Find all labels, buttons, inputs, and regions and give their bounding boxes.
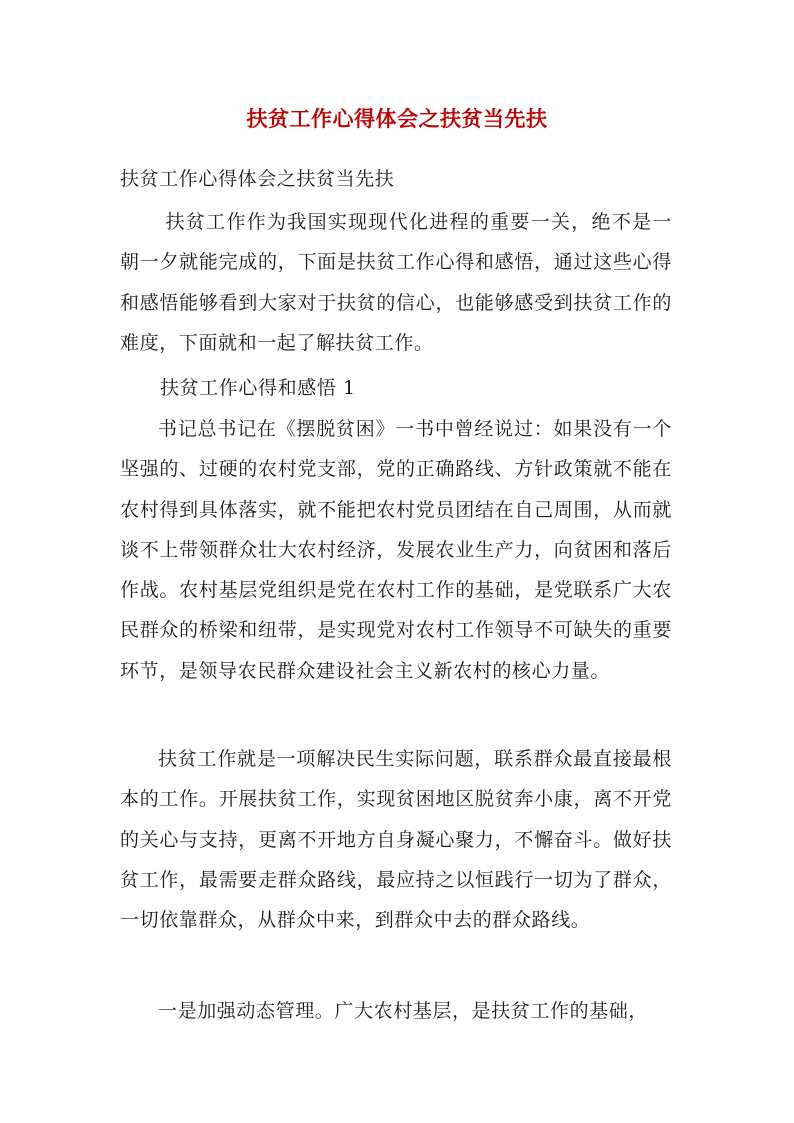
intro-paragraph: 扶贫工作作为我国实现现代化进程的重要一关，绝不是一朝一夕就能完成的，下面是扶贫工作心得和感悟，通过这些心得和感悟能够看到大家对于扶贫的信心，也能够感受到扶贫工作的难度，下面就和一起了解扶贫工作。 xyxy=(120,211,672,354)
section-heading: 扶贫工作心得和感悟 1 xyxy=(160,377,356,399)
body-paragraph-3: 一是加强动态管理。广大农村基层，是扶贫工作的基础， xyxy=(158,1000,649,1022)
body-paragraph-1: 书记总书记在《摆脱贫困》一书中曾经说过：如果没有一个坚强的、过硬的农村党支部，党的正确路线、方针政策就不能在农村得到具体落实，就不能把农村党员团结在自己周围，从而就谈不上带领群众壮大农村经济，发展农业生产力，向贫困和落后作战。农村基层党组织是党在农村工作的基础，是党联系广大农民群众的桥梁和纽带，是实现党对农村工作领导不可缺失的重要环节，是领导农民群众建设社会主义新农村的核心力量。 xyxy=(120,418,672,682)
body-paragraph-2: 扶贫工作就是一项解决民生实际问题，联系群众最直接最根本的工作。开展扶贫工作，实现贫困地区脱贫奔小康，离不开党的关心与支持，更离不开地方自身凝心聚力，不懈奋斗。做好扶贫工作，最需要走群众路线，最应持之以恒践行一切为了群众，一切依靠群众，从群众中来，到群众中去的群众路线。 xyxy=(120,748,672,932)
document-title: 扶贫工作心得体会之扶贫当先扶 xyxy=(246,106,548,131)
document-subtitle: 扶贫工作心得体会之扶贫当先扶 xyxy=(120,168,395,190)
